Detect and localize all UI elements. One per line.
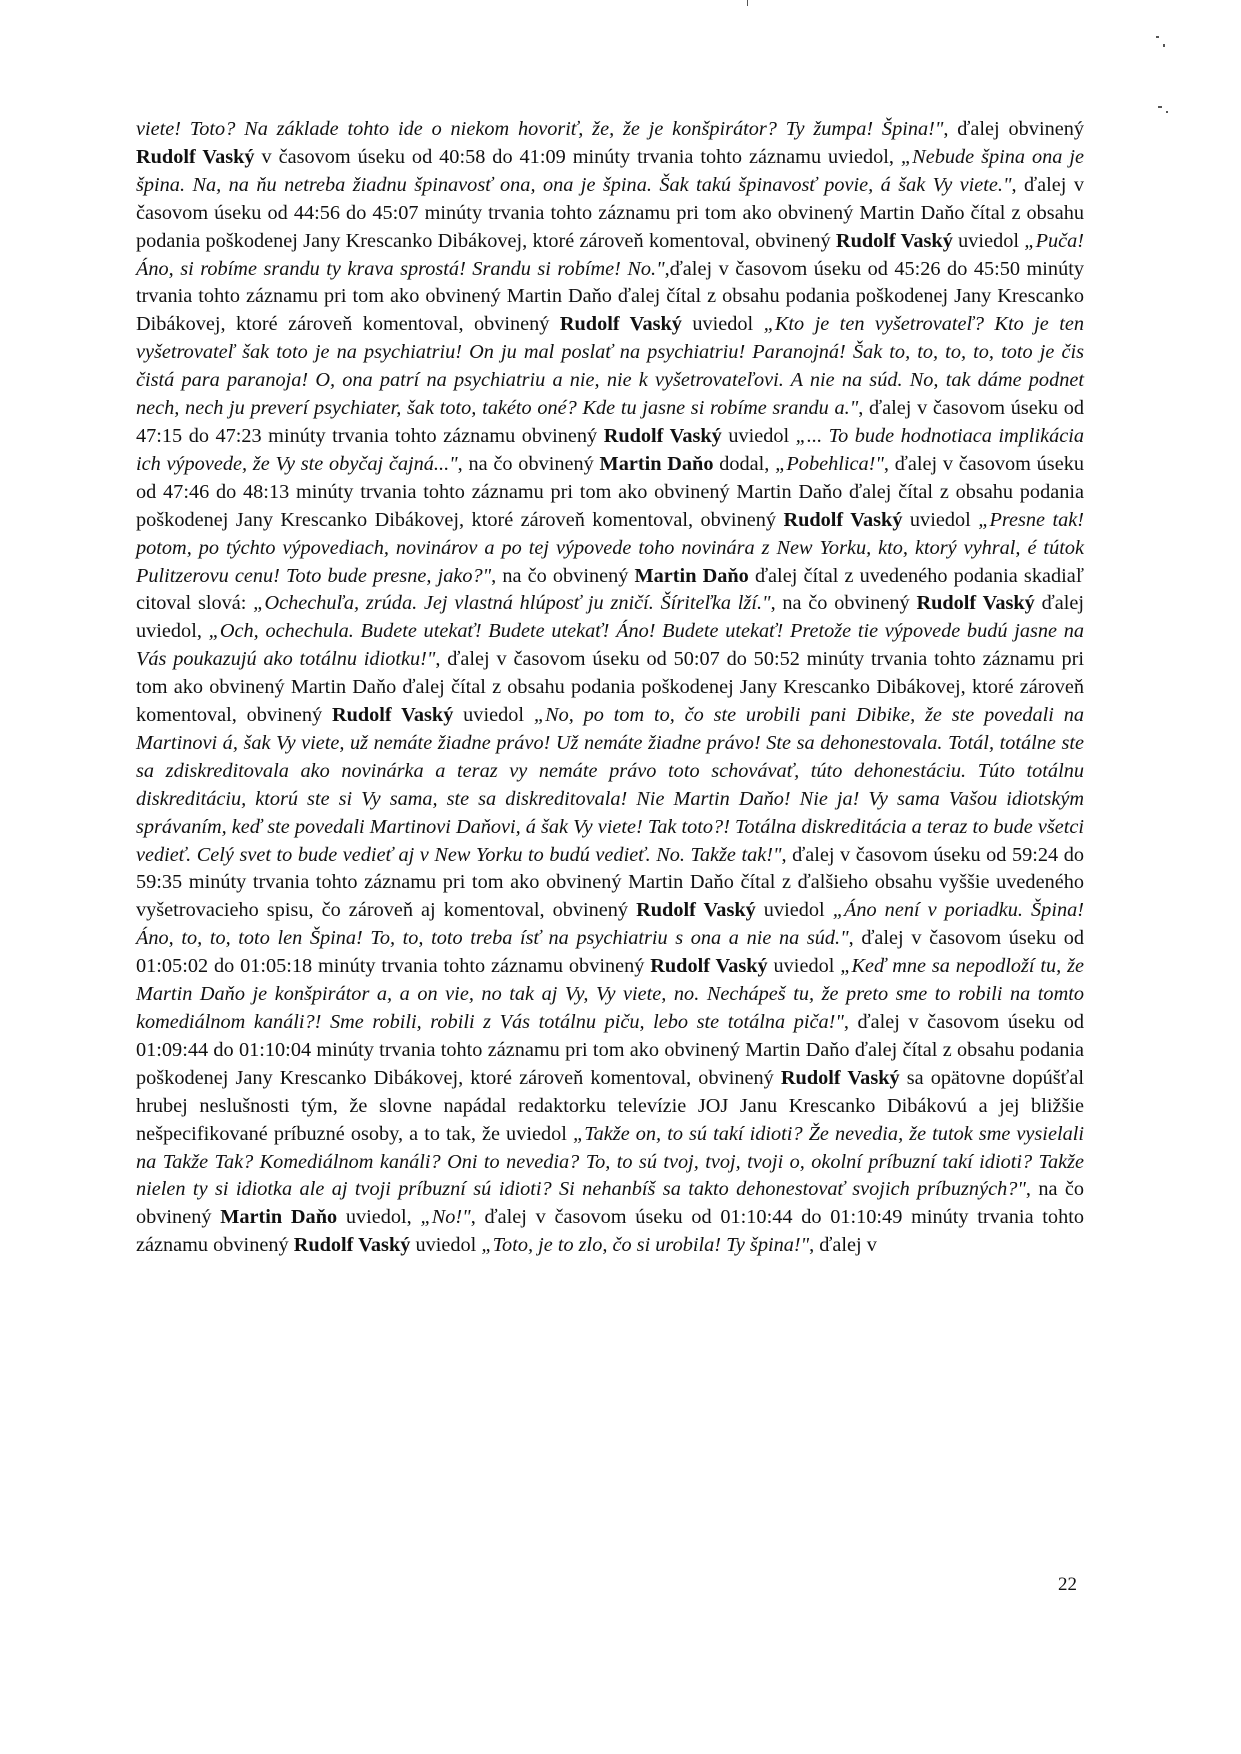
narrative-text: uviedol <box>681 313 764 336</box>
narrative-text: , ďalej obvinený <box>943 118 1085 140</box>
body-paragraph <box>136 116 1084 1260</box>
narrative-text: uviedol, <box>337 1206 421 1229</box>
narrative-text: ,ďalej v časovom úseku od 45:26 do 45:50 minúty trvania tohto záznamu pri tom ako obvinený Martin Daňo ďalej čítal z obsahu podania poškodenej Jany Krescanko Dibákovej, ktoré zároveň komentoval, obvinený <box>136 257 1084 336</box>
narrative-text: , na čo obvinený <box>770 592 917 615</box>
quoted-statement: „Presne tak! potom, po týchto výpovediach, novinárov a po tej výpovede toho novinára z New Yorku, kto, ktorý vyhral, é tútok Pulitzerovu cenu! Toto bude presne, jako?" <box>136 508 1084 587</box>
narrative-text: ďalej uviedol, <box>136 592 1084 643</box>
narrative-text: , ďalej v <box>809 1234 877 1257</box>
page-number: 22 <box>1058 1574 1077 1595</box>
narrative-text: , ďalej v časovom úseku od 01:10:44 do 01:10:49 minúty trvania tohto záznamu obvinený <box>136 1206 1084 1257</box>
narrative-text: , ďalej v časovom úseku od 01:09:44 do 01:10:04 minúty trvania tohto záznamu pri tom ako obvinený Martin Daňo ďalej čítal z obsahu podania poškodenej Jany Krescanko Dibákovej, ktoré zároveň komentoval, obvinený <box>136 1011 1084 1089</box>
scan-speck <box>1158 106 1162 108</box>
quoted-statement: „Kto je ten vyšetrovateľ? Kto je ten vyšetrovateľ šak toto je na psychiatriu! On ju mal poslať na psychiatriu! Paranojná! Šak to, to, to, to, toto je čis čistá para paranoja! O, ona patrí na psychiatriu a nie, nie k vyšetrovateľovi. A nie na súd. No, tak dáme podnet nech, nech ju preverí psychiater, šak toto, takéto oné? Kde tu jasne si robíme srandu a." <box>136 313 1085 420</box>
quoted-statement: „Keď mne sa nepodloží tu, že Martin Daňo je konšpirátor a, a on vie, no tak aj Vy, Vy viete, no. Nechápeš tu, že preto sme to robili na tomto komediálnom kanáli?! Sme robili, robili z Vás totálnu piču, lebo ste totálna piča!" <box>136 955 1084 1033</box>
scan-speck <box>747 0 748 6</box>
defendant-name: Rudolf Vaský <box>916 592 1035 615</box>
narrative-text: , ďalej v časovom úseku od 47:15 do 47:23 minúty trvania tohto záznamu obvinený <box>136 397 1084 447</box>
narrative-text: uviedol <box>952 229 1025 252</box>
quoted-statement: „Takže on, to sú takí idioti? Že nevedia, že tutok sme vysielali na Takže Tak? Komediálnom kanáli? Oni to nevedia? To, to sú tvoj, tvoj, tvoji o, okolní príbuzní takí idioti? Takže nielen ty si idiotka ale aj tvoji príbuzní sú idioti? Si nehanbíš sa takto dehonestovať svojich príbuzných?" <box>136 1122 1084 1201</box>
narrative-text: uviedol <box>453 704 534 727</box>
defendant-name: Rudolf Vaský <box>136 145 255 168</box>
quoted-statement: „Nebude špina ona je špina. Na, na ňu netreba žiadnu špinavosť ona, ona je špina. Šak takú špinavosť povie, á šak Vy viete." <box>136 145 1084 196</box>
narrative-text: , na čo obvinený <box>491 564 635 587</box>
scan-speck <box>1166 111 1168 113</box>
narrative-text: uviedol <box>755 899 833 922</box>
defendant-name: Rudolf Vaský <box>835 229 953 252</box>
defendant-name: Rudolf Vaský <box>331 704 454 727</box>
defendant-name: Martin Daňo <box>220 1206 338 1229</box>
defendant-name: Martin Daňo <box>599 452 714 475</box>
quoted-statement: „No!" <box>420 1206 471 1229</box>
narrative-text: , ďalej v časovom úseku od 01:05:02 do 01:05:18 minúty trvania tohto záznamu obvinený <box>136 927 1084 978</box>
quoted-statement: „Pobehlica!" <box>775 452 884 475</box>
narrative-text: dodal, <box>713 452 776 475</box>
narrative-text: uviedol <box>902 508 979 531</box>
defendant-name: Rudolf Vaský <box>559 313 682 336</box>
quoted-statement: „Toto, je to zlo, čo si urobila! Ty špina!" <box>481 1234 810 1257</box>
quoted-statement: „Áno není v poriadku. Špina! Áno, to, to, toto len Špina! To, to, toto treba ísť na psychiatriu s ona a nie na súd." <box>136 899 1084 950</box>
quoted-statement: „... To bude hodnotiaca implikácia ich výpovede, že Vy ste obyčaj čajná..." <box>136 424 1084 475</box>
narrative-text: uviedol <box>410 1234 482 1257</box>
defendant-name: Rudolf Vaský <box>780 1066 900 1089</box>
narrative-text: , na čo obvinený <box>457 452 600 475</box>
narrative-text: , ďalej v časovom úseku od 47:46 do 48:13 minúty trvania tohto záznamu pri tom ako obvinený Martin Daňo ďalej čítal z obsahu podania poškodenej Jany Krescanko Dibákovej, ktoré zároveň komentoval, obvinený <box>136 452 1084 531</box>
narrative-text: ďalej čítal z uvedeného podania skadiaľ citoval slová: <box>136 564 1084 615</box>
quoted-statement: viete! Toto? Na základe tohto ide o niekom hovoriť, že, že je konšpirátor? Ty žumpa! Špina!" <box>136 118 944 140</box>
defendant-name: Rudolf Vaský <box>650 955 768 978</box>
defendant-name: Rudolf Vaský <box>783 508 903 531</box>
quoted-statement: „Och, ochechula. Budete utekať! Budete utekať! Áno! Budete utekať! Pretože tie výpovede budú jasne na Vás poukazujú ako totálnu idiotku!" <box>136 620 1084 671</box>
quoted-statement: „No, po tom to, čo ste urobili pani Dibike, že ste povedali na Martinovi á, šak Vy viete, už nemáte žiadne právo! Už nemáte žiadne právo! Ste sa dehonestovala. Totál, totálne ste sa zdiskreditovala ako novinárka a teraz vy nemáte právo toto schovávať, túto dehonestáciu. Túto totálnu diskreditáciu, ktorú ste si Vy sama, ste sa diskreditovala! Nie Martin Daňo! Nie ja! Vy sama Vašou idiotským správaním, keď ste povedali Martinovi Daňovi, á šak Vy viete! Tak toto?! Totálna diskreditácia a teraz to bude všetci vedieť. Celý svet to bude vedieť aj v New Yorku to budú vedieť. No. Takže tak!" <box>136 704 1084 866</box>
narrative-text: v časovom úseku od 40:58 do 41:09 minúty trvania tohto záznamu uviedol, <box>254 145 901 168</box>
defendant-name: Martin Daňo <box>634 564 749 587</box>
quoted-statement: „Puča! Áno, si robíme srandu ty krava sprostá! Srandu si robíme! No." <box>136 229 1085 280</box>
defendant-name: Rudolf Vaský <box>293 1234 411 1257</box>
narrative-text: sa opätovne dopúšťal hrubej neslušnosti tým, že slovne napádal redaktorku televízie JOJ Janu Krescanko Dibákovú a jej bližšie nešpecifikované príbuzné osoby, a to tak, že uviedol <box>136 1066 1084 1145</box>
defendant-name: Rudolf Vaský <box>636 899 756 922</box>
quoted-statement: „Ochechuľa, zrúda. Jej vlastná hlúposť ju zničí. Šíriteľka lží." <box>253 592 771 615</box>
scan-speck <box>1163 44 1165 47</box>
defendant-name: Rudolf Vaský <box>603 424 722 447</box>
narrative-text: , ďalej v časovom úseku od 59:24 do 59:35 minúty trvania tohto záznamu pri tom ako obvinený Martin Daňo čítal z ďalšieho obsahu vyššie uvedeného vyšetrovacieho spisu, čo zároveň aj komentoval, obvinený <box>136 843 1084 922</box>
narrative-text: , ďalej v časovom úseku od 44:56 do 45:07 minúty trvania tohto záznamu pri tom ako obvinený Martin Daňo čítal z obsahu podania poškodenej Jany Krescanko Dibákovej, ktoré zároveň komentoval, obvinený <box>136 173 1084 252</box>
narrative-text: , na čo obvinený <box>136 1178 1085 1229</box>
narrative-text: uviedol <box>767 955 841 978</box>
narrative-text: , ďalej v časovom úseku od 50:07 do 50:52 minúty trvania tohto záznamu pri tom ako obvinený Martin Daňo ďalej čítal z obsahu podania poškodenej Jany Krescanko Dibákovej, ktoré zároveň komentoval, obvinený <box>136 648 1084 727</box>
narrative-text: uviedol <box>721 424 796 447</box>
scan-speck <box>1156 36 1159 38</box>
